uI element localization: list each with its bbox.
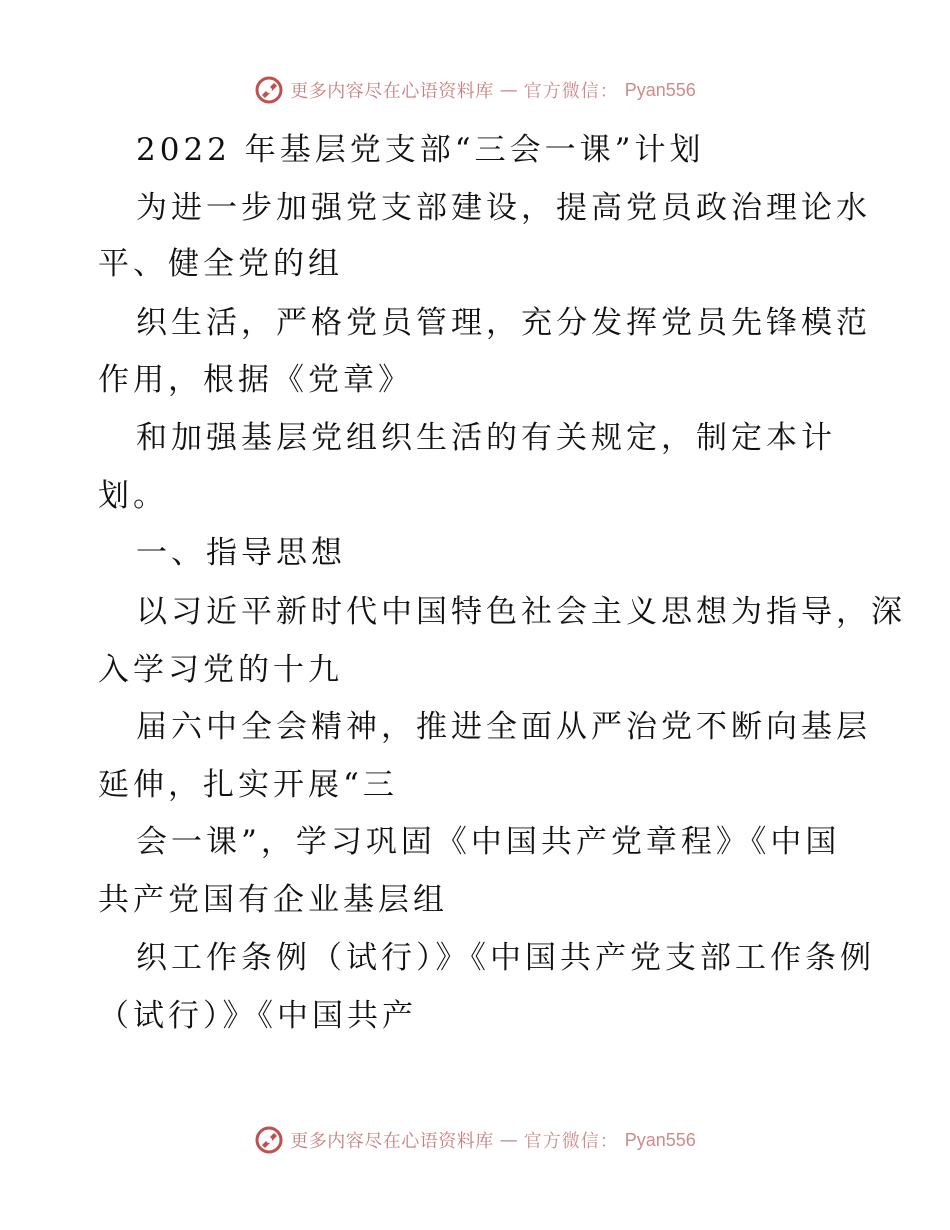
watermark-dash: — xyxy=(499,1129,518,1151)
paragraph-line: 平、健全党的组 xyxy=(98,246,343,282)
watermark-wechat-label: 官方微信： xyxy=(523,1131,619,1152)
watermark-header xyxy=(0,72,950,108)
paragraph-line: 延伸，扎实开展“三 xyxy=(98,767,398,803)
watermark-logo-icon xyxy=(254,75,284,105)
paragraph-line: 会一课”，学习巩固《中国共产党章程》《中国 xyxy=(136,824,841,860)
paragraph-line: 届六中全会精神，推进全面从严治党不断向基层 xyxy=(136,709,871,745)
watermark-wechat-id: Pyan556 xyxy=(624,79,696,100)
document-title: 2022 年基层党支部“三会一课”计划 xyxy=(136,132,705,168)
paragraph-line: 和加强基层党组织生活的有关规定，制定本计 xyxy=(136,420,836,456)
watermark-site-text: 更多内容尽在心语资料库 xyxy=(290,1131,494,1152)
watermark-wechat-id: Pyan556 xyxy=(624,1129,696,1150)
paragraph-line: 为进一步加强党支部建设，提高党员政治理论水 xyxy=(136,190,871,226)
watermark-footer xyxy=(0,1122,950,1158)
paragraph-line: （试行）》《中国共产 xyxy=(98,998,417,1034)
watermark-wechat-label: 官方微信： xyxy=(523,81,619,102)
paragraph-line: 织工作条例（试行）》《中国共产党支部工作条例 xyxy=(136,940,875,976)
paragraph-line: 以习近平新时代中国特色社会主义思想为指导，深 xyxy=(136,594,906,630)
paragraph-line: 入学习党的十九 xyxy=(98,652,343,688)
paragraph-line: 织生活，严格党员管理，充分发挥党员先锋模范 xyxy=(136,305,871,341)
paragraph-line: 划。 xyxy=(98,478,168,514)
paragraph-line: 作用，根据《党章》 xyxy=(98,362,413,398)
paragraph-line: 共产党国有企业基层组 xyxy=(98,882,448,918)
watermark-logo-icon xyxy=(254,1125,284,1155)
watermark-dash: — xyxy=(499,79,518,101)
watermark-site-text: 更多内容尽在心语资料库 xyxy=(290,81,494,102)
section-heading: 一、指导思想 xyxy=(136,535,346,571)
